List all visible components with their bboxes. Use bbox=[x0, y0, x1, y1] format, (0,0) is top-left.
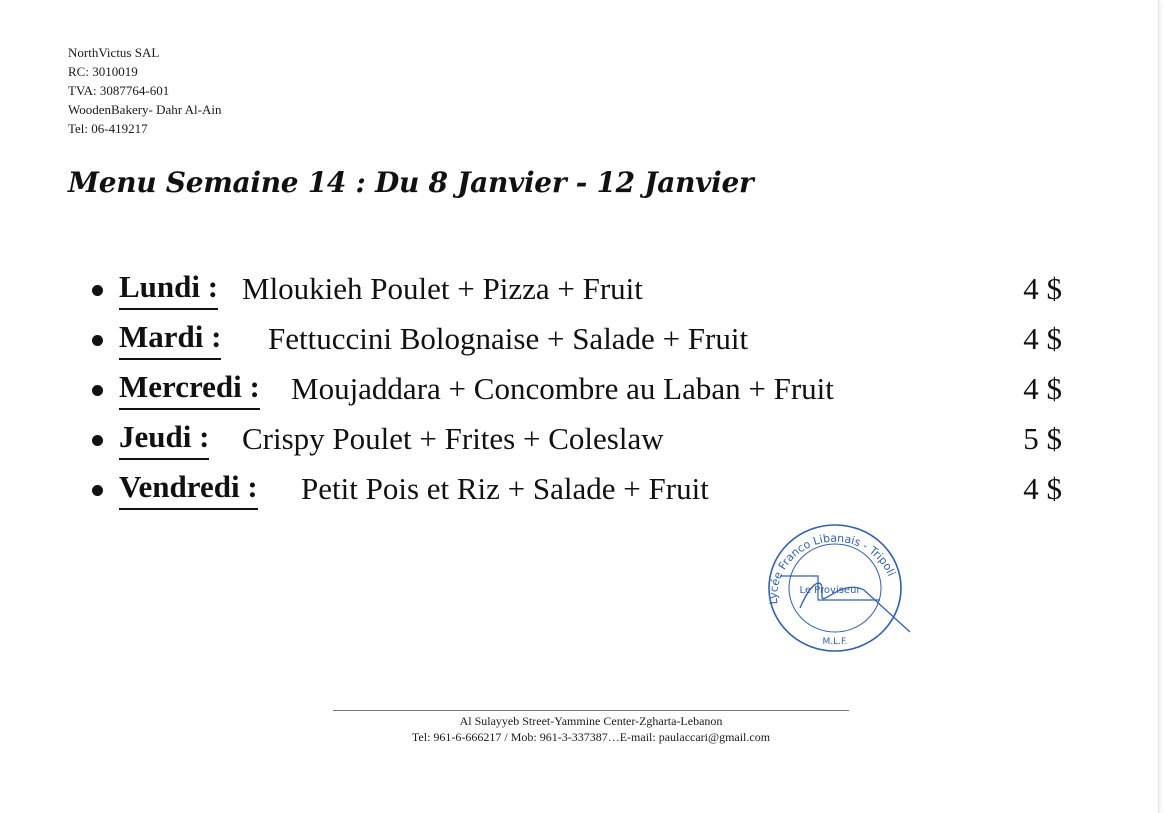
menu-row-vendredi bbox=[92, 466, 1062, 516]
dish-text: Moujaddara + Concombre au Laban + Fruit bbox=[291, 371, 834, 406]
price: 4 $ bbox=[1023, 321, 1062, 356]
day-label: Vendredi : bbox=[119, 466, 258, 510]
menu-row-lundi bbox=[92, 266, 1062, 316]
company-header bbox=[68, 43, 221, 138]
school-stamp bbox=[760, 516, 910, 656]
stamp-bottom-text: M.L.F. bbox=[822, 637, 848, 647]
bullet-icon bbox=[92, 335, 103, 346]
footer-address: Al Sulayyeb Street-Yammine Center-Zgharta-Lebanon bbox=[459, 714, 723, 728]
price: 4 $ bbox=[1023, 271, 1062, 306]
bullet-icon bbox=[92, 285, 103, 296]
company-branch: WoodenBakery- Dahr Al-Ain bbox=[68, 102, 222, 117]
dish-text: Mloukieh Poulet + Pizza + Fruit bbox=[242, 271, 643, 306]
price: 5 $ bbox=[1023, 421, 1062, 456]
dish-text: Petit Pois et Riz + Salade + Fruit bbox=[301, 471, 709, 506]
bullet-icon bbox=[92, 385, 103, 396]
menu-row-mardi bbox=[92, 316, 1062, 366]
menu-row-jeudi bbox=[92, 416, 1062, 466]
menu-title: Menu Semaine 14 : Du 8 Janvier - 12 Janvier bbox=[68, 166, 754, 199]
bullet-icon bbox=[92, 485, 103, 496]
day-label: Jeudi : bbox=[119, 416, 209, 460]
price: 4 $ bbox=[1023, 471, 1062, 506]
menu-list bbox=[92, 266, 1062, 516]
stamp-outer-text: Lycée Franco Libanais - Tripoli bbox=[766, 531, 899, 605]
day-label: Mardi : bbox=[119, 316, 221, 360]
footer-contact: Tel: 961-6-666217 / Mob: 961-3-337387…E-mail: paulaccari@gmail.com bbox=[411, 730, 771, 744]
footer-divider bbox=[333, 710, 849, 711]
day-label: Mercredi : bbox=[119, 366, 260, 410]
menu-row-mercredi bbox=[92, 366, 1062, 416]
dish-text: Fettuccini Bolognaise + Salade + Fruit bbox=[268, 321, 749, 356]
company-name: NorthVictus SAL bbox=[68, 45, 160, 60]
price: 4 $ bbox=[1023, 371, 1062, 406]
company-tva: TVA: 3087764-601 bbox=[68, 83, 170, 98]
company-rc: RC: 3010019 bbox=[68, 64, 138, 79]
company-tel: Tel: 06-419217 bbox=[68, 121, 148, 136]
stamp-center-text: Le Proviseur bbox=[799, 585, 861, 596]
bullet-icon bbox=[92, 435, 103, 446]
day-label: Lundi : bbox=[119, 266, 218, 310]
footer bbox=[333, 713, 849, 745]
dish-text: Crispy Poulet + Frites + Coleslaw bbox=[242, 421, 664, 456]
